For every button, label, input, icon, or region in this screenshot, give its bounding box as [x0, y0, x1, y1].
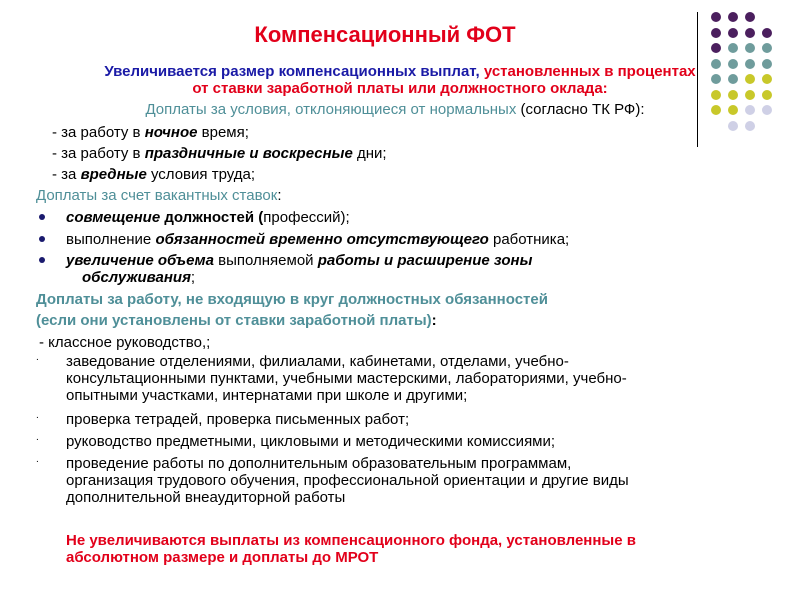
- vacant-emph: обслуживания: [82, 269, 191, 286]
- extra-item-line: руководство предметными, цикловыми и методическими комиссиями;: [66, 433, 556, 450]
- decorative-dot: [745, 12, 755, 22]
- condition-suffix: дни;: [352, 145, 387, 162]
- vacant-suffix: работника;: [488, 231, 570, 248]
- condition-item-holiday: [52, 145, 387, 162]
- vacant-emph: работы и расширение зоны: [317, 252, 533, 269]
- note-line: Не увеличиваются выплаты из компенсационного фонда, установленные в: [66, 532, 636, 549]
- extra-item-commissions: [66, 433, 555, 450]
- extra-dash-item: - классное руководство,;: [39, 334, 211, 351]
- condition-item-harmful: [52, 166, 255, 183]
- vacant-emph: совмещение: [66, 209, 161, 226]
- bullet-icon: [39, 214, 45, 220]
- decorative-dot: [762, 43, 772, 53]
- condition-emph: вредные: [80, 166, 147, 183]
- condition-item-night: [52, 124, 249, 141]
- vacant-prefix: выполнение: [66, 231, 156, 248]
- vacant-emph: увеличение объема: [66, 252, 214, 269]
- intro-red-text: установленных в процентах: [483, 63, 696, 80]
- extra-item-line: организация трудового обучения, профессиональной ориентации и другие виды: [66, 472, 629, 489]
- decorative-dot: [728, 121, 738, 131]
- vacant-heading-text: Доплаты за счет вакантных ставок: [36, 187, 278, 204]
- vacant-heading-suffix: :: [277, 187, 282, 204]
- condition-prefix: - за: [52, 166, 81, 183]
- extra-item-management: [66, 353, 627, 404]
- extra-item-line: консультационными пунктами, учебными мастерскими, лабораториями, учебно-: [66, 370, 627, 387]
- decorative-dot: [728, 28, 738, 38]
- extra-heading-line1: Доплаты за работу, не входящую в круг должностных обязанностей: [36, 291, 548, 308]
- note-text: [66, 532, 636, 566]
- condition-prefix: - за работу в: [52, 145, 145, 162]
- extra-item-programs: [66, 455, 629, 506]
- decorative-dot: [745, 43, 755, 53]
- tick-icon: .: [36, 410, 39, 421]
- conditions-heading-suffix: (согласно ТК РФ):: [516, 101, 645, 118]
- intro-line-2: от ставки заработной платы или должностного оклада:: [192, 80, 608, 97]
- extra-item-line: проверка тетрадей, проверка письменных работ;: [66, 411, 410, 428]
- decorative-dot: [762, 28, 772, 38]
- vacant-mid: должностей (: [160, 209, 264, 226]
- decorative-dot: [711, 43, 721, 53]
- extra-item-line: заведование отделениями, филиалами, кабинетами, отделами, учебно-: [66, 353, 569, 370]
- decorative-dot: [711, 28, 721, 38]
- bullet-icon: [39, 236, 45, 242]
- tick-icon: .: [36, 454, 39, 465]
- vacant-item-combination: [66, 209, 350, 226]
- extra-heading-suffix: :: [431, 312, 437, 329]
- bullet-icon: [39, 257, 45, 263]
- conditions-heading: [0, 101, 790, 118]
- condition-prefix: - за работу в: [52, 124, 145, 141]
- decorative-dot: [745, 28, 755, 38]
- intro-blue-text: Увеличивается размер компенсационных выплат,: [104, 63, 484, 80]
- condition-suffix: время;: [197, 124, 249, 141]
- extra-item-checking: [66, 411, 409, 428]
- condition-emph: праздничные и воскресные: [144, 145, 353, 162]
- page-title: Компенсационный ФОТ: [254, 22, 516, 47]
- vacant-item-absent: [66, 231, 569, 248]
- extra-item-line: дополнительной внеаудиторной работы: [66, 489, 346, 506]
- intro-line-1: [0, 63, 800, 80]
- extra-item-line: опытными участками, интернатами при школе и другими;: [66, 387, 468, 404]
- tick-icon: .: [36, 432, 39, 443]
- extra-heading-text: (если они установлены от ставки заработной платы): [36, 312, 432, 329]
- condition-emph: ночное: [144, 124, 198, 141]
- decorative-dot: [711, 12, 721, 22]
- vacant-item-volume-line2: [82, 269, 195, 286]
- vacant-item-volume-line1: [66, 252, 532, 269]
- vacant-suffix: ;: [190, 269, 196, 286]
- extra-item-line: проведение работы по дополнительным образовательным программам,: [66, 455, 572, 472]
- vacant-heading: [36, 187, 281, 204]
- decorative-dot: [728, 12, 738, 22]
- extra-heading-line2: [36, 312, 437, 329]
- vacant-rest: профессий);: [263, 209, 350, 226]
- decorative-dot: [745, 121, 755, 131]
- conditions-heading-text: Доплаты за условия, отклоняющиеся от нормальных: [145, 101, 517, 118]
- note-line: абсолютном размере и доплаты до МРОТ: [66, 549, 379, 566]
- decorative-dot: [728, 43, 738, 53]
- vacant-mid: выполняемой: [213, 252, 318, 269]
- vacant-emph: обязанностей временно отсутствующего: [155, 231, 489, 248]
- tick-icon: .: [36, 352, 39, 363]
- condition-suffix: условия труда;: [146, 166, 256, 183]
